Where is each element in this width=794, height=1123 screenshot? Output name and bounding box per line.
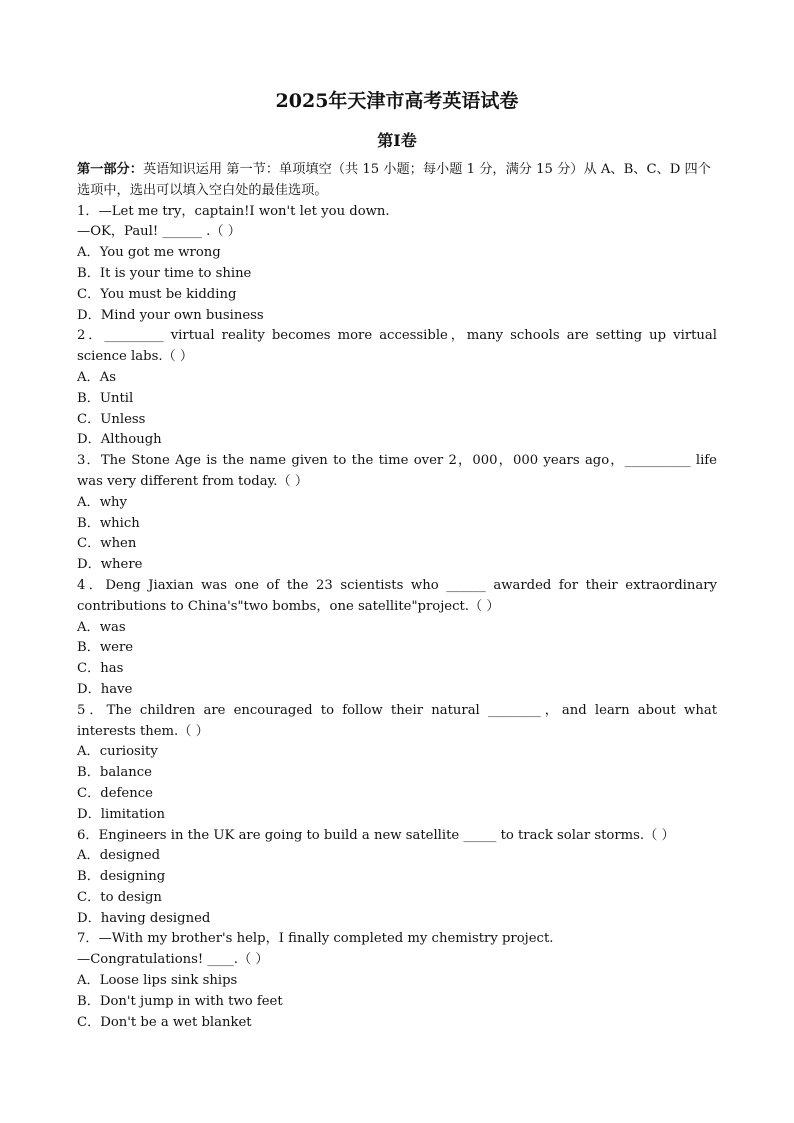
question-text: 4．Deng Jiaxian was one of the 23 scientists who ______ awarded for their extraordinary contributions to China's"two bombs，one satellite"project.（ ） — [77, 577, 717, 614]
answer-option: B．balance — [77, 765, 152, 781]
answer-option: A．was — [77, 619, 126, 635]
question-text: 7．—With my brother's help，I finally completed my chemistry project. — [77, 931, 554, 947]
exam-content — [77, 160, 717, 1033]
answer-option: C．Unless — [77, 411, 146, 427]
answer-option: B．Don't jump in with two feet — [77, 993, 283, 1009]
answer-option: A．Loose lips sink ships — [77, 973, 238, 989]
question-block — [77, 202, 717, 327]
answer-option: D．where — [77, 557, 143, 573]
answer-option: C．Don't be a wet blanket — [77, 1014, 252, 1030]
question-text: 1．—Let me try，captain!I won't let you down. — [77, 203, 390, 219]
answer-option: D．limitation — [77, 806, 166, 822]
answer-option: C．when — [77, 536, 137, 552]
answer-option: C．has — [77, 661, 124, 677]
answer-option: A．You got me wrong — [77, 245, 221, 261]
answer-option: C．You must be kidding — [77, 286, 237, 302]
question-text: 6．Engineers in the UK are going to build a new satellite _____ to track solar storms.（ ） — [77, 827, 675, 843]
answer-option: D．Mind your own business — [77, 307, 264, 323]
question-list — [77, 202, 717, 1034]
answer-option: C．defence — [77, 785, 153, 801]
section-heading: 第一部分： — [77, 162, 143, 177]
question-text: 3．The Stone Age is the name given to the time over 2，000，000 years ago，__________ life was very different from today.（ ） — [77, 453, 717, 489]
answer-option: C．to design — [77, 889, 162, 905]
section-instructions — [77, 160, 717, 202]
question-block — [77, 826, 717, 930]
question-block — [77, 451, 717, 576]
question-block — [77, 701, 717, 826]
question-text: 2．_________ virtual reality becomes more accessible，many schools are setting up virtual science labs.（ ） — [77, 328, 717, 365]
answer-option: A．curiosity — [77, 744, 158, 760]
answer-option: B．It is your time to shine — [77, 265, 252, 281]
question-text: —Congratulations! ____.（ ） — [77, 952, 269, 968]
answer-option: B．were — [77, 640, 134, 656]
question-block — [77, 929, 717, 1033]
answer-option: A．designed — [77, 848, 161, 864]
question-block — [77, 326, 717, 451]
answer-option: D．Although — [77, 432, 162, 448]
question-text: 5．The children are encouraged to follow their natural ________，and learn about what interests them.（ ） — [77, 702, 717, 739]
answer-option: D．have — [77, 681, 133, 697]
answer-option: B．which — [77, 515, 140, 531]
exam-title: 2025年天津市高考英语试卷 — [275, 90, 519, 112]
answer-option: B．designing — [77, 869, 166, 885]
answer-option: B．Until — [77, 390, 134, 406]
volume-label: 第I卷 — [377, 131, 417, 150]
question-block — [77, 576, 717, 701]
answer-option: A．why — [77, 494, 127, 510]
section-text: 英语知识运用 第一节：单项填空（共 15 小题；每小题 1 分，满分 15 分）从 A、B、C、D 四个选项中，选出可以填入空白处的最佳选项。 — [77, 162, 711, 198]
answer-option: A．As — [77, 369, 117, 385]
answer-option: D．having designed — [77, 910, 211, 926]
question-text: —OK，Paul! ______ .（ ） — [77, 224, 241, 240]
